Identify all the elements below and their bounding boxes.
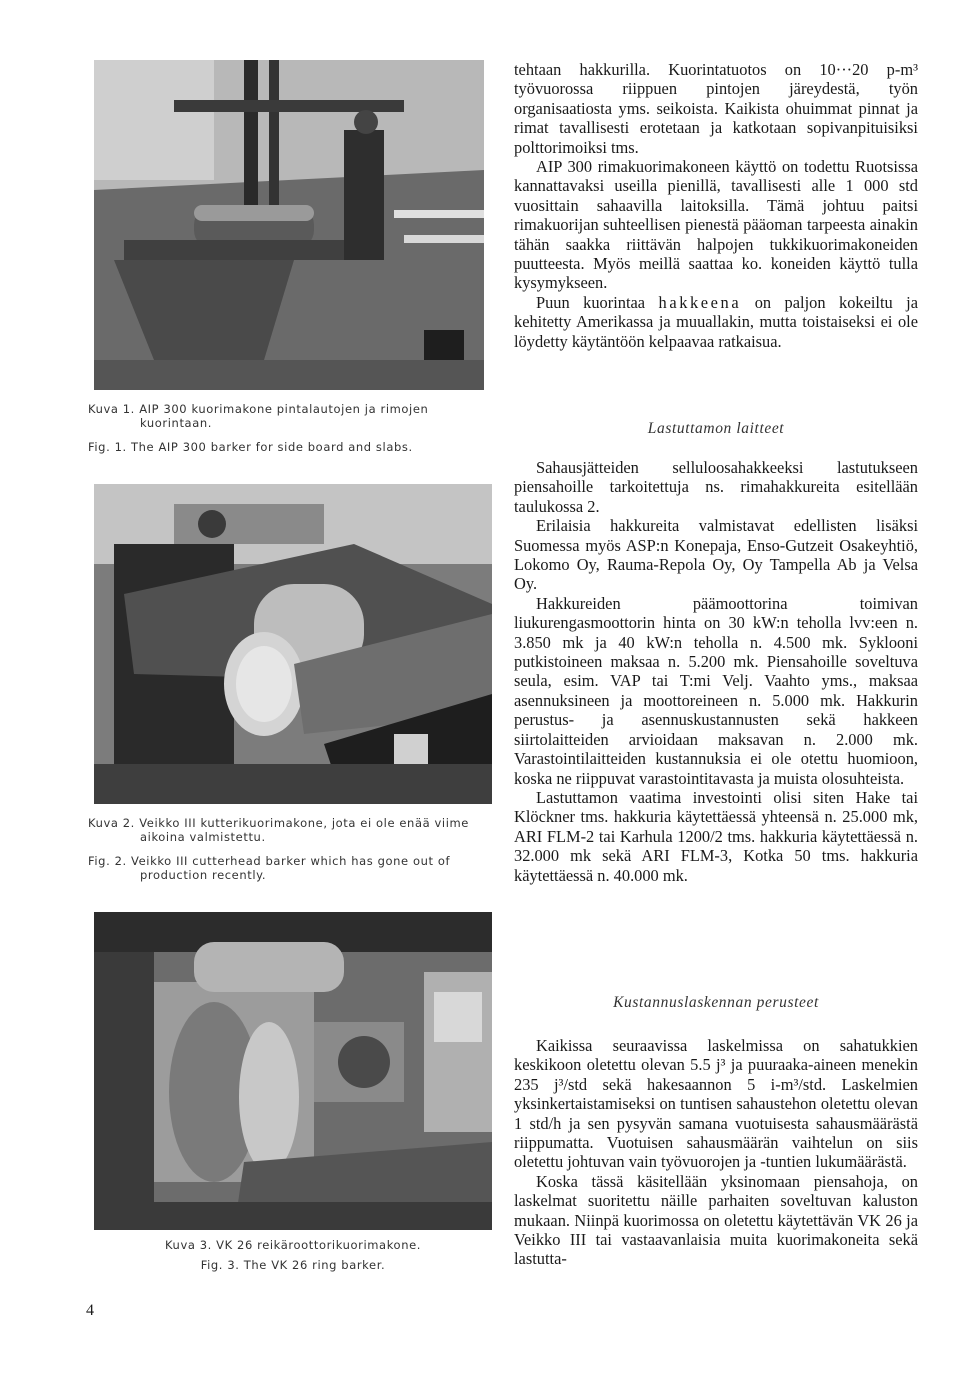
figure-2-caption <box>88 816 492 882</box>
page-number: 4 <box>86 1302 94 1319</box>
figure-2-caption-fi <box>88 816 492 844</box>
figure-2-photo <box>94 484 492 804</box>
section-1-text-block <box>514 458 918 885</box>
figure-1-caption-fi-text: AIP 300 kuorimakone pintalautojen ja rimojen kuorintaan. <box>139 402 429 430</box>
paragraph-intro-2: AIP 300 rimakuorimakoneen käyttö on todettu Ruotsissa kannattavaksi useilla pienillä, tavallisesti alle 1 000 std vuosittain sahaavilla laitoksilla. Tämä johtuu paitsi rimakuorijan suhteellisen pienestä pääoman tarpeesta ainakin tähän saakka riittävän halpojen tukkikuorimakoneiden puutteesta. Myös meillä saattaa ko. koneiden käyttö tulla kysymykseen. <box>514 157 918 293</box>
figure-1-caption-fi-label: Kuva 1. <box>88 402 135 416</box>
emphasis-hakkeena: hakkeena <box>658 292 742 312</box>
figure-3-image <box>94 912 492 1230</box>
section-heading-lastuttamon-laitteet: Lastuttamon laitteet <box>647 420 785 437</box>
figure-2-caption-fi-text: Veikko III kutterikuorimakone, jota ei ole enää viime aikoina valmistettu. <box>139 816 469 844</box>
figure-1-caption-en: Fig. 1. The AIP 300 barker for side board and slabs. <box>88 440 413 454</box>
paragraph-intro-3-end: on paljon kokeiltu ja kehitetty Amerikassa ja muuallakin, mutta toistaiseksi ei ole löydetty käytäntöön kelpaavaa ratkaisua. <box>514 292 919 351</box>
paragraph-intro-3 <box>514 293 918 351</box>
paragraph-sec1-3: Hakkureiden päämoottorina toimivan liukurengasmoottorin hinta on 30 kW:n teholla lvv:een n. 3.850 mk ja 40 kW:n teholla n. 4.500 mk. Syklooni putkistoineen maksaa n. 5.200 mk. Piensahoille soveltuva seula, esim. VAP tai T:mi Velj. Vaahto yms., maksaa asennuksineen ja moottoreineen n. 5.000 mk. Hakkurin perustus- ja asennuskustannusten sekä hakkeen siirtolaitteiden arvioidaan maksavan n. 2.000 mk. Varastointilaitteiden kustannuksia ei ole otettu huomioon, koska ne riippuvat varastointitavasta ja muista olosuhteista. <box>514 593 918 788</box>
paragraph-intro-3-start: Puun kuorintaa <box>536 292 659 312</box>
paragraph-sec1-1: Sahausjätteiden selluloosahakkeeksi lastutukseen piensahoille tarkoitettuja ns. rimahakkureita esitellään taulukossa 2. <box>514 458 918 516</box>
intro-text-block <box>514 60 918 351</box>
figure-2-caption-en <box>88 854 492 882</box>
paragraph-intro-1: tehtaan hakkurilla. Kuorintatuotos on 10···20 p-m³ työvuorossa riippuen pintojen järeydestä, työn organisaatiosta yms. seikoista. Kaikista ohuimmat pinnat ja rimat tavallisesti erotetaan ja katkotaan sopivanpituisiksi polttorimoiksi tms. <box>514 60 918 157</box>
figure-2-image <box>94 484 492 804</box>
paragraph-sec2-2: Koska tässä käsitellään yksinomaan piensahoja, on laskelmat suoritettu näille parhaiten soveltuvan kaluston mukaan. Niinpä kuorimossa on oletettu käytettävän VK 26 ja Veikko III tai vastaavanlaisia muita kuorimakoneita sekä lastutta- <box>514 1171 918 1269</box>
figure-2-caption-fi-label: Kuva 2. <box>88 816 135 830</box>
figure-2-caption-en-text: Veikko III cutterhead barker which has gone out of production recently. <box>131 854 451 882</box>
figure-1-photo <box>94 60 484 390</box>
figure-3-caption-en: Fig. 3. The VK 26 ring barker. <box>200 1258 386 1272</box>
figure-1-caption <box>88 402 488 454</box>
paragraph-sec1-4: Lastuttamon vaatima investointi olisi siten Hake tai Klöckner tms. hakkuria käytettäessä yhteensä n. 25.000 mk, ARI FLM-2 tai Karhula 1200/2 tms. hakkuria käytettäessä n. 32.000 mk sekä ARI FLM-3, Kotka 50 tms. hakkuria käytettäessä n. 40.000 mk. <box>514 787 918 885</box>
paragraph-sec2-1: Kaikissa seuraavissa laskelmissa on sahatukkien keskikoon oletettu olevan 5.5 j³ ja puuraaka-aineen menekin 235 j³/std sekä hakesaannon 5 i-m³/std. Laskelmien yksinkertaistamiseksi on tuntisen sahaustehon oletettu olevan 1 std/h ja sen pysyvän samana vuotuisesta sahausmäärästä riippumatta. Vuotuisen sahausmäärän vaihtelun on siis oletettu johtuvan vain työvuorojen ja -tuntien lukumäärästä. <box>514 1036 918 1172</box>
figure-3-caption-fi: Kuva 3. VK 26 reikäroottorikuorimakone. <box>164 1238 422 1252</box>
figure-3-photo <box>94 912 492 1230</box>
paragraph-sec1-2: Erilaisia hakkureita valmistavat edellisten lisäksi Suomessa myös ASP:n Konepaja, Enso-Gutzeit Osakeyhtiö, Lokomo Oy, Rauma-Repola Oy, Oy Tampella Ab ja Velsa Oy. <box>514 516 918 594</box>
section-heading-kustannuslaskennan-perusteet: Kustannuslaskennan perusteet <box>613 994 819 1011</box>
figure-1-image <box>94 60 484 390</box>
figure-1-caption-fi <box>88 402 488 430</box>
section-2-text-block <box>514 1036 918 1269</box>
figure-2-caption-en-label: Fig. 2. <box>88 854 127 868</box>
figure-3-caption <box>94 1238 492 1272</box>
